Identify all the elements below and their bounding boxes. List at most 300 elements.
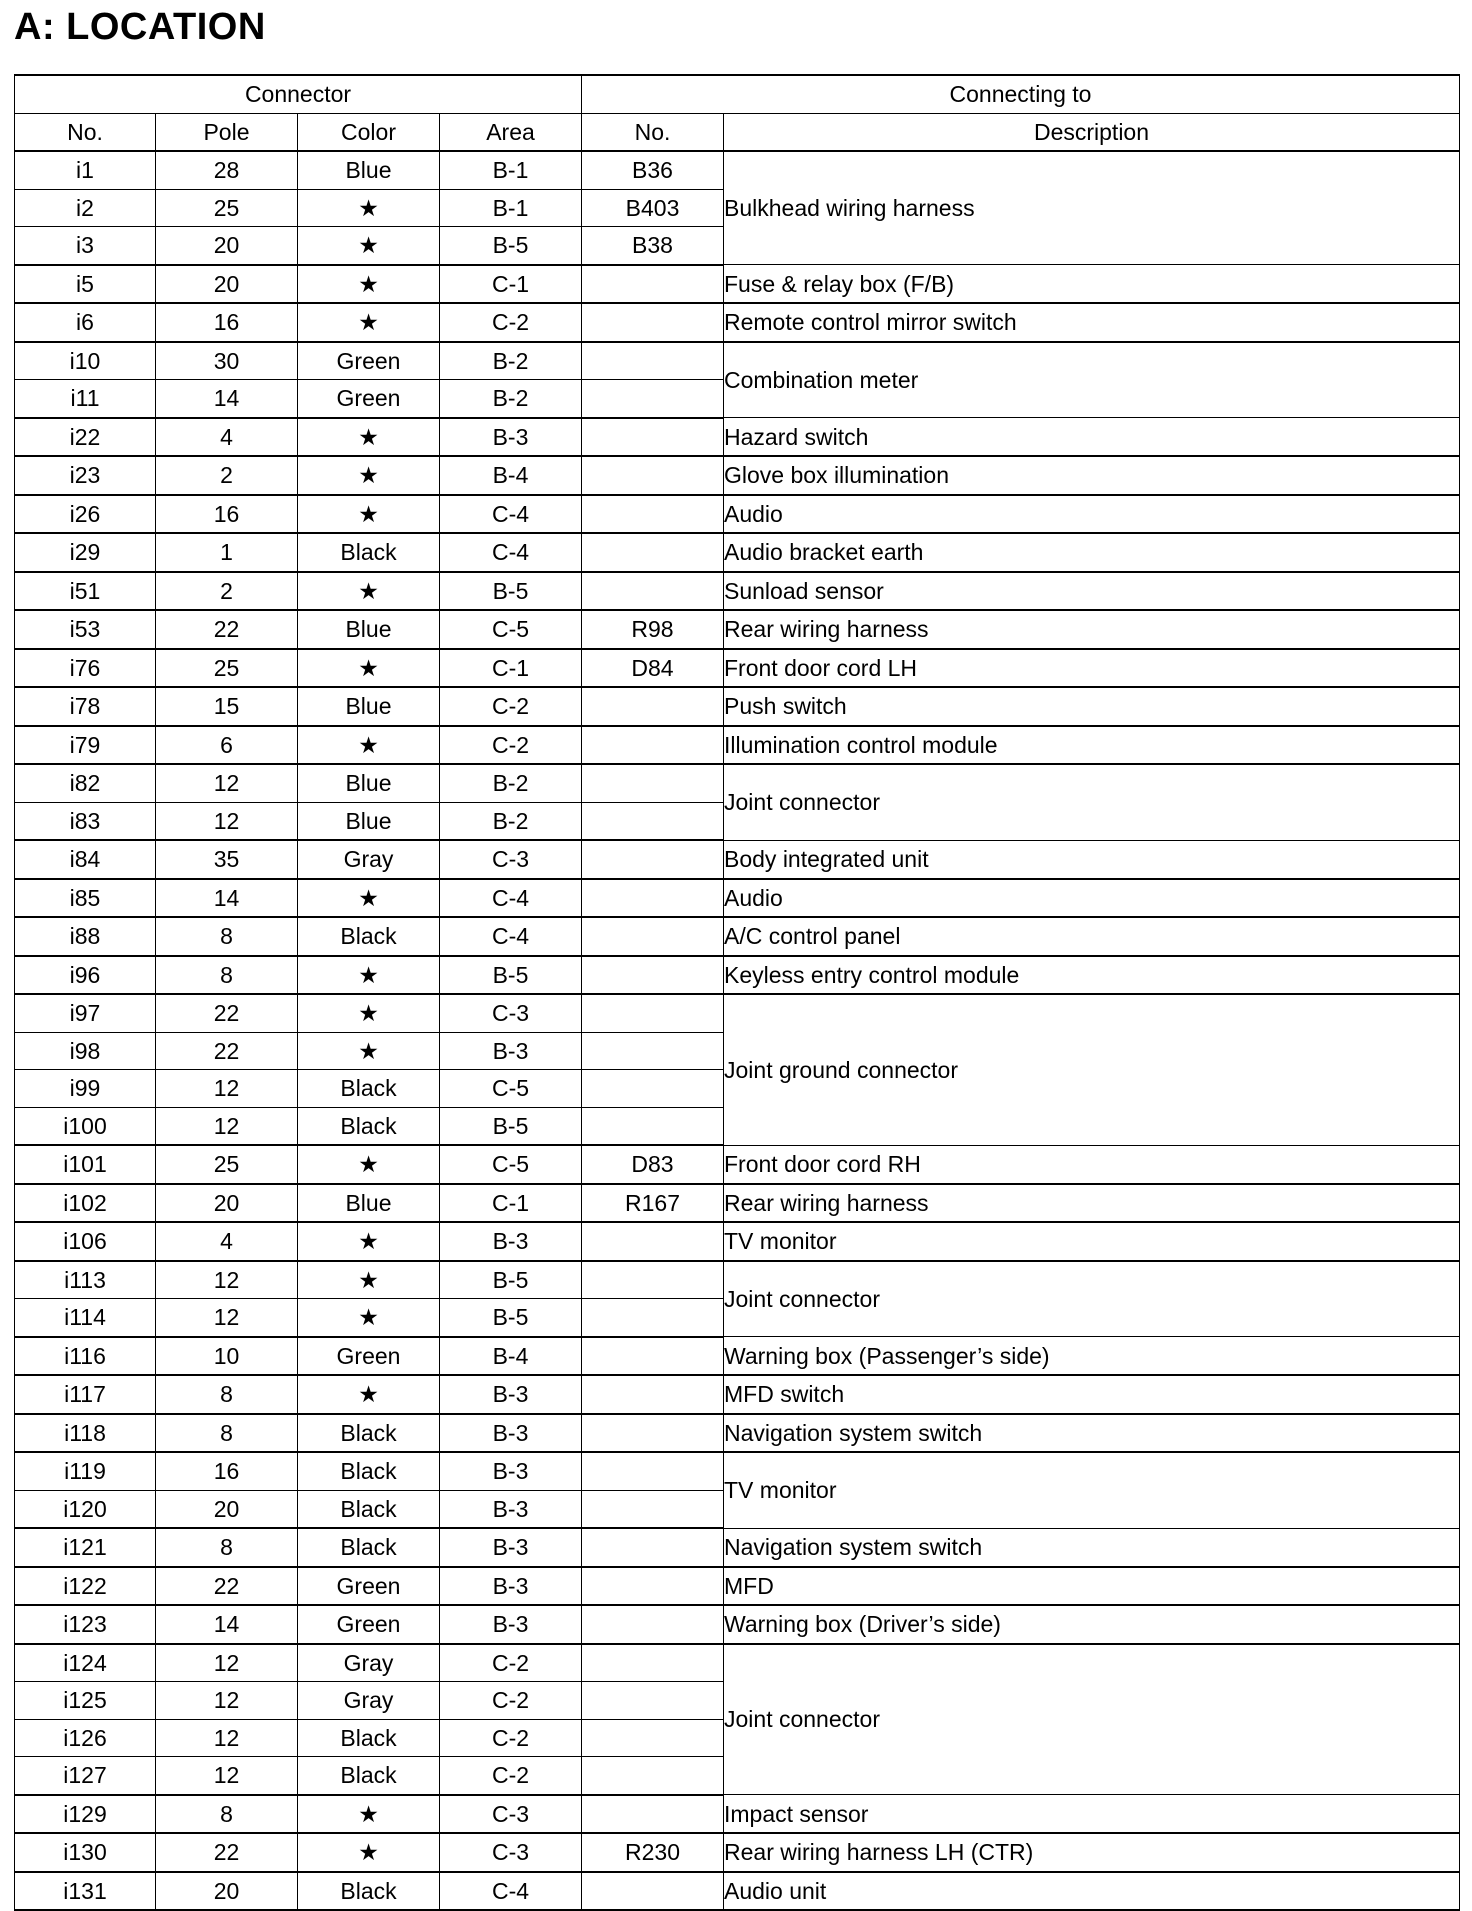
cell-area: B-3 xyxy=(440,1528,582,1567)
cell-color: Gray xyxy=(298,1682,440,1720)
cell-pole: 15 xyxy=(156,687,298,726)
cell-area: C-3 xyxy=(440,1833,582,1872)
table-row xyxy=(15,1337,1460,1376)
cell-area: C-3 xyxy=(440,840,582,879)
table-row xyxy=(15,151,1460,189)
header-color: Color xyxy=(298,113,440,151)
cell-area: B-5 xyxy=(440,956,582,995)
cell-connecting-no xyxy=(582,917,724,956)
cell-pole: 20 xyxy=(156,265,298,304)
cell-connecting-no xyxy=(582,687,724,726)
cell-pole: 8 xyxy=(156,956,298,995)
cell-description: Navigation system switch xyxy=(724,1528,1460,1567)
cell-color: ★ xyxy=(298,227,440,265)
cell-connecting-no xyxy=(582,802,724,840)
cell-no: i96 xyxy=(15,956,156,995)
cell-description: Audio bracket earth xyxy=(724,533,1460,572)
cell-description: TV monitor xyxy=(724,1452,1460,1528)
cell-pole: 12 xyxy=(156,1107,298,1145)
table-row xyxy=(15,533,1460,572)
cell-connecting-no xyxy=(582,1261,724,1299)
table-row xyxy=(15,840,1460,879)
cell-pole: 14 xyxy=(156,879,298,918)
cell-pole: 14 xyxy=(156,1605,298,1644)
cell-connecting-no: R167 xyxy=(582,1184,724,1223)
cell-connecting-no xyxy=(582,303,724,342)
cell-pole: 12 xyxy=(156,1261,298,1299)
table-row xyxy=(15,994,1460,1032)
cell-pole: 6 xyxy=(156,726,298,765)
cell-connecting-no xyxy=(582,1528,724,1567)
cell-description: Joint connector xyxy=(724,1644,1460,1795)
cell-area: C-5 xyxy=(440,1145,582,1184)
cell-no: i124 xyxy=(15,1644,156,1682)
cell-color: ★ xyxy=(298,189,440,227)
cell-color: ★ xyxy=(298,1833,440,1872)
cell-no: i83 xyxy=(15,802,156,840)
cell-color: Gray xyxy=(298,1644,440,1682)
cell-area: C-4 xyxy=(440,879,582,918)
cell-connecting-no xyxy=(582,1795,724,1834)
cell-description: Joint connector xyxy=(724,1261,1460,1337)
cell-no: i116 xyxy=(15,1337,156,1376)
cell-area: C-5 xyxy=(440,610,582,649)
cell-color: Black xyxy=(298,1719,440,1757)
table-row xyxy=(15,495,1460,534)
cell-area: B-3 xyxy=(440,1490,582,1528)
cell-color: Blue xyxy=(298,610,440,649)
cell-area: B-3 xyxy=(440,1605,582,1644)
cell-pole: 2 xyxy=(156,456,298,495)
cell-connecting-no xyxy=(582,1452,724,1490)
cell-color: Black xyxy=(298,1107,440,1145)
cell-no: i129 xyxy=(15,1795,156,1834)
table-row xyxy=(15,1872,1460,1911)
cell-description: Front door cord LH xyxy=(724,649,1460,688)
cell-connecting-no: D83 xyxy=(582,1145,724,1184)
cell-area: C-2 xyxy=(440,1757,582,1795)
table-body xyxy=(15,151,1460,1910)
cell-no: i76 xyxy=(15,649,156,688)
cell-pole: 22 xyxy=(156,1567,298,1606)
cell-color: Blue xyxy=(298,802,440,840)
cell-area: B-5 xyxy=(440,1107,582,1145)
cell-no: i3 xyxy=(15,227,156,265)
cell-area: C-2 xyxy=(440,1644,582,1682)
cell-color: Black xyxy=(298,917,440,956)
cell-no: i131 xyxy=(15,1872,156,1911)
cell-pole: 12 xyxy=(156,802,298,840)
cell-no: i1 xyxy=(15,151,156,189)
cell-connecting-no xyxy=(582,418,724,457)
cell-connecting-no xyxy=(582,879,724,918)
cell-description: Remote control mirror switch xyxy=(724,303,1460,342)
table-row xyxy=(15,342,1460,380)
cell-no: i117 xyxy=(15,1375,156,1414)
cell-no: i127 xyxy=(15,1757,156,1795)
cell-no: i106 xyxy=(15,1222,156,1261)
cell-pole: 16 xyxy=(156,1452,298,1490)
cell-connecting-no xyxy=(582,1107,724,1145)
cell-description: A/C control panel xyxy=(724,917,1460,956)
cell-pole: 4 xyxy=(156,418,298,457)
cell-color: ★ xyxy=(298,879,440,918)
cell-no: i5 xyxy=(15,265,156,304)
cell-color: ★ xyxy=(298,1795,440,1834)
cell-connecting-no xyxy=(582,1644,724,1682)
cell-area: B-3 xyxy=(440,1414,582,1453)
cell-description: Front door cord RH xyxy=(724,1145,1460,1184)
cell-description: Joint connector xyxy=(724,764,1460,840)
cell-description: Rear wiring harness xyxy=(724,610,1460,649)
cell-connecting-no xyxy=(582,1299,724,1337)
cell-area: C-2 xyxy=(440,303,582,342)
cell-pole: 16 xyxy=(156,303,298,342)
cell-area: C-2 xyxy=(440,687,582,726)
cell-no: i84 xyxy=(15,840,156,879)
cell-connecting-no xyxy=(582,1682,724,1720)
cell-color: Black xyxy=(298,1528,440,1567)
cell-pole: 22 xyxy=(156,610,298,649)
cell-description: TV monitor xyxy=(724,1222,1460,1261)
cell-area: C-3 xyxy=(440,994,582,1032)
cell-connecting-no xyxy=(582,764,724,802)
cell-no: i2 xyxy=(15,189,156,227)
cell-pole: 22 xyxy=(156,1833,298,1872)
cell-area: B-1 xyxy=(440,151,582,189)
cell-area: B-4 xyxy=(440,1337,582,1376)
cell-area: C-4 xyxy=(440,533,582,572)
cell-no: i99 xyxy=(15,1070,156,1108)
cell-pole: 8 xyxy=(156,1528,298,1567)
table-row xyxy=(15,1795,1460,1834)
cell-no: i6 xyxy=(15,303,156,342)
cell-description: Hazard switch xyxy=(724,418,1460,457)
cell-color: Black xyxy=(298,1414,440,1453)
cell-area: B-5 xyxy=(440,1261,582,1299)
cell-connecting-no xyxy=(582,840,724,879)
cell-area: B-3 xyxy=(440,1567,582,1606)
cell-description: Impact sensor xyxy=(724,1795,1460,1834)
cell-pole: 10 xyxy=(156,1337,298,1376)
cell-area: C-5 xyxy=(440,1070,582,1108)
table-row xyxy=(15,879,1460,918)
cell-connecting-no: B36 xyxy=(582,151,724,189)
cell-description: Rear wiring harness LH (CTR) xyxy=(724,1833,1460,1872)
cell-area: C-2 xyxy=(440,726,582,765)
table-row xyxy=(15,649,1460,688)
cell-pole: 30 xyxy=(156,342,298,380)
cell-no: i126 xyxy=(15,1719,156,1757)
cell-color: Black xyxy=(298,1872,440,1911)
table-row xyxy=(15,1528,1460,1567)
table-row xyxy=(15,687,1460,726)
cell-area: B-3 xyxy=(440,418,582,457)
cell-pole: 12 xyxy=(156,1644,298,1682)
cell-no: i53 xyxy=(15,610,156,649)
cell-color: Green xyxy=(298,1567,440,1606)
cell-pole: 12 xyxy=(156,1719,298,1757)
cell-pole: 28 xyxy=(156,151,298,189)
cell-description: Bulkhead wiring harness xyxy=(724,151,1460,265)
cell-pole: 16 xyxy=(156,495,298,534)
table-row xyxy=(15,726,1460,765)
table-row xyxy=(15,1644,1460,1682)
cell-pole: 12 xyxy=(156,1682,298,1720)
cell-color: ★ xyxy=(298,649,440,688)
cell-connecting-no xyxy=(582,1375,724,1414)
cell-no: i51 xyxy=(15,572,156,611)
cell-connecting-no xyxy=(582,1337,724,1376)
cell-no: i113 xyxy=(15,1261,156,1299)
cell-pole: 8 xyxy=(156,917,298,956)
cell-color: Green xyxy=(298,342,440,380)
connector-table xyxy=(14,74,1460,1911)
cell-connecting-no xyxy=(582,380,724,418)
cell-connecting-no xyxy=(582,572,724,611)
table-row xyxy=(15,456,1460,495)
cell-color: ★ xyxy=(298,1261,440,1299)
cell-description: Warning box (Passenger’s side) xyxy=(724,1337,1460,1376)
cell-connecting-no xyxy=(582,1719,724,1757)
cell-no: i114 xyxy=(15,1299,156,1337)
cell-area: C-2 xyxy=(440,1719,582,1757)
cell-color: ★ xyxy=(298,572,440,611)
cell-description: Keyless entry control module xyxy=(724,956,1460,995)
cell-connecting-no xyxy=(582,495,724,534)
cell-no: i22 xyxy=(15,418,156,457)
table-row xyxy=(15,917,1460,956)
cell-no: i120 xyxy=(15,1490,156,1528)
cell-no: i123 xyxy=(15,1605,156,1644)
cell-no: i78 xyxy=(15,687,156,726)
cell-color: ★ xyxy=(298,956,440,995)
header-area: Area xyxy=(440,113,582,151)
cell-area: B-4 xyxy=(440,456,582,495)
cell-color: Blue xyxy=(298,151,440,189)
cell-pole: 8 xyxy=(156,1375,298,1414)
cell-pole: 12 xyxy=(156,1070,298,1108)
cell-description: MFD xyxy=(724,1567,1460,1606)
cell-pole: 12 xyxy=(156,1757,298,1795)
cell-pole: 25 xyxy=(156,649,298,688)
table-row xyxy=(15,1567,1460,1606)
cell-description: Navigation system switch xyxy=(724,1414,1460,1453)
cell-no: i79 xyxy=(15,726,156,765)
cell-no: i121 xyxy=(15,1528,156,1567)
header-description: Description xyxy=(724,113,1460,151)
cell-no: i130 xyxy=(15,1833,156,1872)
cell-description: Illumination control module xyxy=(724,726,1460,765)
cell-area: C-4 xyxy=(440,495,582,534)
cell-description: Combination meter xyxy=(724,342,1460,418)
cell-color: ★ xyxy=(298,1032,440,1070)
cell-connecting-no xyxy=(582,1605,724,1644)
cell-connecting-no xyxy=(582,1757,724,1795)
cell-no: i102 xyxy=(15,1184,156,1223)
cell-color: ★ xyxy=(298,456,440,495)
cell-area: B-2 xyxy=(440,764,582,802)
cell-area: C-3 xyxy=(440,1795,582,1834)
cell-pole: 22 xyxy=(156,1032,298,1070)
table-row xyxy=(15,764,1460,802)
cell-description: Audio xyxy=(724,879,1460,918)
table-row xyxy=(15,265,1460,304)
cell-pole: 25 xyxy=(156,1145,298,1184)
cell-connecting-no xyxy=(582,1070,724,1108)
cell-description: Joint ground connector xyxy=(724,994,1460,1145)
cell-pole: 35 xyxy=(156,840,298,879)
cell-pole: 8 xyxy=(156,1795,298,1834)
cell-connecting-no xyxy=(582,1567,724,1606)
cell-color: Blue xyxy=(298,764,440,802)
cell-no: i26 xyxy=(15,495,156,534)
cell-area: C-2 xyxy=(440,1682,582,1720)
cell-connecting-no xyxy=(582,342,724,380)
cell-description: Audio xyxy=(724,495,1460,534)
cell-connecting-no: R230 xyxy=(582,1833,724,1872)
cell-connecting-no xyxy=(582,1414,724,1453)
table-row xyxy=(15,1145,1460,1184)
cell-connecting-no xyxy=(582,726,724,765)
cell-connecting-no xyxy=(582,994,724,1032)
table-row xyxy=(15,303,1460,342)
cell-area: B-2 xyxy=(440,380,582,418)
cell-color: Black xyxy=(298,533,440,572)
table-row xyxy=(15,1184,1460,1223)
cell-area: B-3 xyxy=(440,1032,582,1070)
cell-no: i11 xyxy=(15,380,156,418)
table-row xyxy=(15,1414,1460,1453)
cell-area: C-4 xyxy=(440,917,582,956)
cell-pole: 12 xyxy=(156,764,298,802)
cell-no: i88 xyxy=(15,917,156,956)
cell-no: i122 xyxy=(15,1567,156,1606)
cell-color: ★ xyxy=(298,1375,440,1414)
table-row xyxy=(15,418,1460,457)
cell-description: Warning box (Driver’s side) xyxy=(724,1605,1460,1644)
cell-connecting-no xyxy=(582,1490,724,1528)
cell-color: ★ xyxy=(298,726,440,765)
cell-area: C-4 xyxy=(440,1872,582,1911)
cell-color: Green xyxy=(298,1337,440,1376)
cell-description: Push switch xyxy=(724,687,1460,726)
header-connecting-to-group: Connecting to xyxy=(582,75,1460,113)
cell-color: Black xyxy=(298,1452,440,1490)
cell-connecting-no: D84 xyxy=(582,649,724,688)
cell-color: ★ xyxy=(298,1299,440,1337)
cell-color: ★ xyxy=(298,303,440,342)
table-row xyxy=(15,1605,1460,1644)
cell-area: B-5 xyxy=(440,1299,582,1337)
cell-area: B-3 xyxy=(440,1452,582,1490)
header-connecting-no: No. xyxy=(582,113,724,151)
cell-no: i119 xyxy=(15,1452,156,1490)
table-row xyxy=(15,1222,1460,1261)
cell-connecting-no: B38 xyxy=(582,227,724,265)
cell-description: Audio unit xyxy=(724,1872,1460,1911)
cell-area: C-1 xyxy=(440,1184,582,1223)
cell-color: ★ xyxy=(298,994,440,1032)
cell-connecting-no xyxy=(582,1222,724,1261)
table-row xyxy=(15,1261,1460,1299)
cell-no: i85 xyxy=(15,879,156,918)
table-row xyxy=(15,956,1460,995)
table-row xyxy=(15,1452,1460,1490)
cell-no: i29 xyxy=(15,533,156,572)
cell-area: C-1 xyxy=(440,265,582,304)
cell-color: ★ xyxy=(298,1222,440,1261)
cell-color: Black xyxy=(298,1070,440,1108)
header-no: No. xyxy=(15,113,156,151)
cell-connecting-no: B403 xyxy=(582,189,724,227)
table-row xyxy=(15,572,1460,611)
cell-area: B-5 xyxy=(440,572,582,611)
cell-description: Fuse & relay box (F/B) xyxy=(724,265,1460,304)
cell-area: C-1 xyxy=(440,649,582,688)
cell-no: i97 xyxy=(15,994,156,1032)
cell-pole: 20 xyxy=(156,227,298,265)
cell-connecting-no xyxy=(582,956,724,995)
cell-area: B-1 xyxy=(440,189,582,227)
cell-no: i98 xyxy=(15,1032,156,1070)
cell-pole: 20 xyxy=(156,1184,298,1223)
cell-area: B-5 xyxy=(440,227,582,265)
cell-color: Blue xyxy=(298,1184,440,1223)
cell-pole: 8 xyxy=(156,1414,298,1453)
cell-color: ★ xyxy=(298,1145,440,1184)
cell-connecting-no: R98 xyxy=(582,610,724,649)
header-pole: Pole xyxy=(156,113,298,151)
cell-pole: 22 xyxy=(156,994,298,1032)
cell-pole: 20 xyxy=(156,1872,298,1911)
cell-no: i82 xyxy=(15,764,156,802)
cell-connecting-no xyxy=(582,456,724,495)
cell-no: i100 xyxy=(15,1107,156,1145)
cell-no: i23 xyxy=(15,456,156,495)
cell-color: Black xyxy=(298,1757,440,1795)
cell-color: ★ xyxy=(298,418,440,457)
table-row xyxy=(15,1833,1460,1872)
cell-area: B-2 xyxy=(440,342,582,380)
cell-pole: 14 xyxy=(156,380,298,418)
cell-color: ★ xyxy=(298,265,440,304)
cell-color: Green xyxy=(298,380,440,418)
cell-no: i101 xyxy=(15,1145,156,1184)
cell-description: Glove box illumination xyxy=(724,456,1460,495)
cell-color: ★ xyxy=(298,495,440,534)
cell-color: Gray xyxy=(298,840,440,879)
page-title: A: LOCATION xyxy=(14,6,266,48)
cell-pole: 12 xyxy=(156,1299,298,1337)
cell-no: i10 xyxy=(15,342,156,380)
cell-color: Blue xyxy=(298,687,440,726)
cell-no: i125 xyxy=(15,1682,156,1720)
cell-description: Sunload sensor xyxy=(724,572,1460,611)
cell-pole: 1 xyxy=(156,533,298,572)
cell-pole: 2 xyxy=(156,572,298,611)
table-row xyxy=(15,610,1460,649)
cell-color: Green xyxy=(298,1605,440,1644)
header-connector-group: Connector xyxy=(15,75,582,113)
cell-description: Body integrated unit xyxy=(724,840,1460,879)
cell-pole: 4 xyxy=(156,1222,298,1261)
cell-area: B-3 xyxy=(440,1375,582,1414)
cell-connecting-no xyxy=(582,1032,724,1070)
cell-color: Black xyxy=(298,1490,440,1528)
cell-connecting-no xyxy=(582,265,724,304)
cell-connecting-no xyxy=(582,1872,724,1911)
